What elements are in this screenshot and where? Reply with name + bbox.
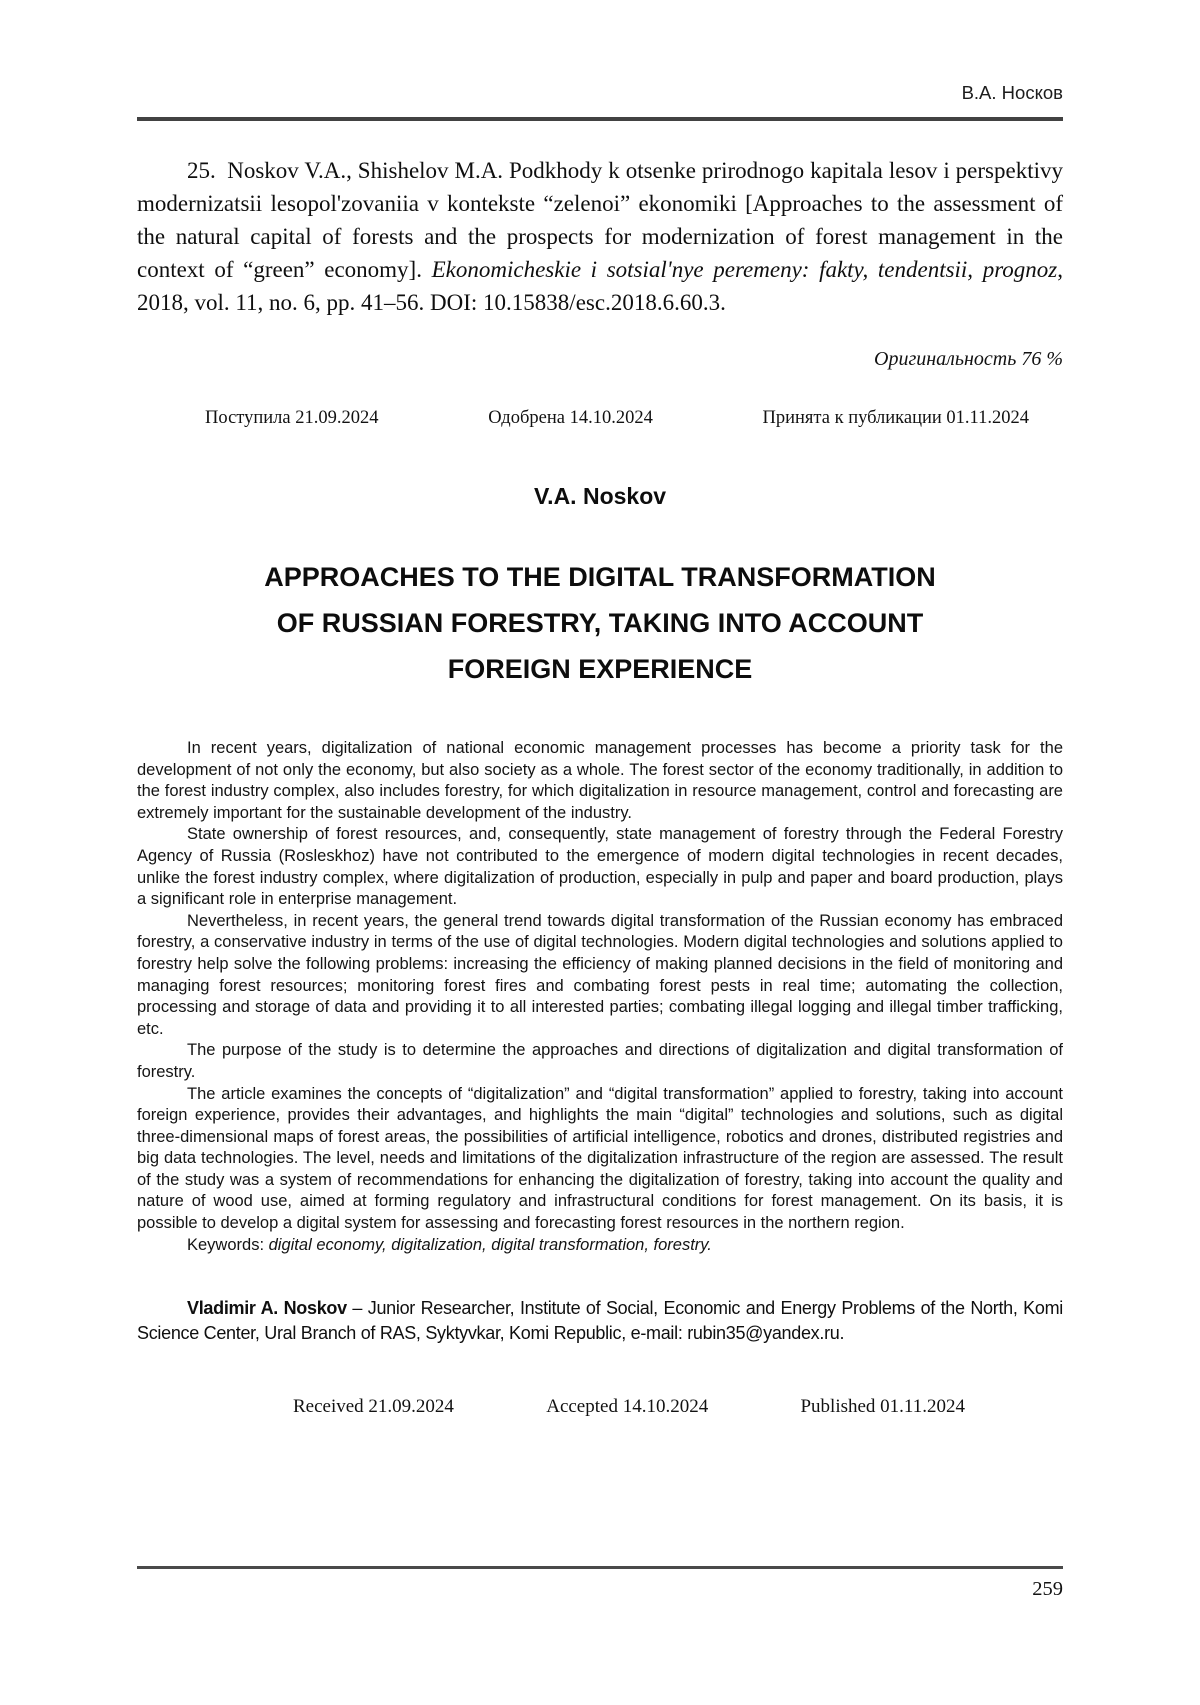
article-title-line-1: APPROACHES TO THE DIGITAL TRANSFORMATION (264, 562, 936, 592)
abstract-paragraph: State ownership of forest resources, and, consequently, state management of forestry through the Federal Forestry Agency of Russia (Rosleskhoz) have not contributed to the emergence of modern digital technologies in recent decades, unlike the forest industry complex, where digitalization of production, especially in pulp and paper and board production, plays a significant role in enterprise management. (137, 825, 1063, 909)
reference-tail: , 2018, vol. 11, no. 6, pp. 41–56. DOI: 10.15838/esc.2018.6.60.3. (137, 257, 1063, 315)
author-short-name: V.A. Noskov (533, 483, 667, 509)
header-double-rule (137, 117, 1063, 121)
reference-journal-title: Ekonomicheskie i sotsial'nye peremeny: fakty, tendentsii, prognoz (431, 257, 1058, 282)
article-title-line-2: OF RUSSIAN FORESTRY, TAKING INTO ACCOUNT (276, 608, 924, 638)
abstract-paragraph: Nevertheless, in recent years, the general trend towards digital transformation of the Russian economy has embraced forestry, a conservative industry in terms of the use of digital technologies. Modern digital technologies and solutions applied to forestry help solve the following problems: increasing the efficiency of making planned decisions in the field of monitoring and managing forest resources; monitoring forest fires and combating forest pests in real time; automating the collection, processing and storage of data and providing it to all interested parties; combating illegal logging and illegal timber trafficking, etc. (137, 911, 1063, 1038)
author-full-name: Vladimir A. Noskov (187, 1298, 347, 1319)
reference-text: 25. Noskov V.A., Shishelov M.A. Podkhody k otsenke prirodnogo kapitala lesov i perspektivy modernizatsii lesopol'zovaniia v kontekste “zelenoi” ekonomiki [Approaches to the assessment of the natural capital of forests and the prospects for modernization of forest management in the context of “green” economy]. (137, 158, 1063, 282)
date-published-en: Published 01.11.2024 (800, 1396, 965, 1418)
abstract-paragraph: The purpose of the study is to determine the approaches and directions of digitalization and digital transformation of forestry. (137, 1041, 1063, 1081)
reference-entry (137, 154, 1063, 319)
running-head: В.А. Носков (961, 82, 1063, 103)
author-affiliation (137, 1296, 1063, 1346)
abstract-paragraph: In recent years, digitalization of national economic management processes has become a priority task for the development of not only the economy, but also society as a whole. The forest sector of the economy traditionally, in addition to the forest industry complex, also includes forestry, for which digitalization in resource management, control and forecasting are extremely important for the sustainable development of the industry. (137, 739, 1063, 822)
originality-note: Оригинальность 76 % (874, 348, 1063, 370)
page-number: 259 (1032, 1578, 1063, 1600)
article-title-line-3: FOREIGN EXPERIENCE (447, 654, 753, 684)
date-accepted-en: Accepted 14.10.2024 (546, 1396, 709, 1418)
keywords-line (137, 1235, 1063, 1257)
date-received-en: Received 21.09.2024 (293, 1396, 454, 1418)
abstract (137, 738, 1063, 1256)
dates-row-en (137, 1396, 1063, 1418)
page-content (137, 0, 1063, 1418)
date-received-ru: Поступила 21.09.2024 (205, 408, 379, 428)
author-affiliation-text: – Junior Researcher, Institute of Social, Economic and Energy Problems of the North, Komi Science Center, Ural Branch of RAS, Syktyvkar, Komi Republic, e-mail: rubin35@yandex.ru. (137, 1298, 1063, 1344)
keywords-list: digital economy, digitalization, digital transformation, forestry. (268, 1235, 712, 1254)
abstract-paragraph: The article examines the concepts of “digitalization” and “digital transformation” applied to forestry, taking into account foreign experience, provides their advantages, and highlights the main “digital” technologies and solutions, such as digital three-dimensional maps of forest areas, the possibilities of artificial intelligence, robotics and drones, distributed registries and big data technologies. The level, needs and limitations of the digitalization infrastructure of the region are assessed. The result of the study was a system of recommendations for enhancing the digitalization of forestry, taking into account the quality and nature of wood use, aimed at forming regulatory and infrastructural conditions for forest management. On its basis, it is possible to develop a digital system for assessing and forecasting forest resources in the northern region. (137, 1084, 1063, 1233)
page-footer (137, 1566, 1063, 1601)
date-approved-ru: Одобрена 14.10.2024 (488, 408, 653, 428)
date-accepted-ru: Принята к публикации 01.11.2024 (762, 408, 1029, 428)
keywords-label: Keywords: (187, 1235, 269, 1254)
dates-row-ru (137, 408, 1063, 429)
footer-rule (137, 1566, 1063, 1569)
article-title (137, 554, 1063, 692)
